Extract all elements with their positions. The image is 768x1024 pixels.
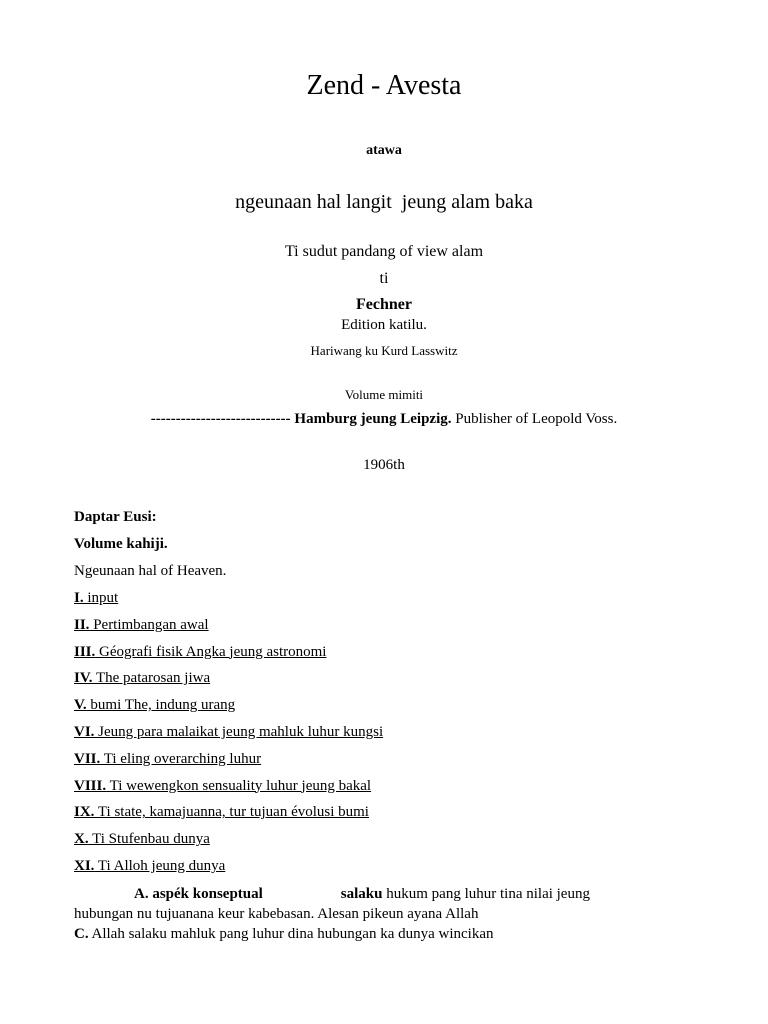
toc-item-label: Ti state, kamajuanna, tur tujuan évolusi bumi [94, 804, 369, 821]
toc-item-number: IX. [74, 804, 95, 821]
toc-item-label: Jeung para malaikat jeung mahluk luhur kungsi [94, 724, 384, 740]
publisher-line [0, 411, 768, 428]
salaku-word: salaku [340, 886, 383, 902]
toc-item-number: VIII. [74, 777, 107, 794]
toc-item-number: VI. [74, 724, 95, 740]
toc-item[interactable] [74, 697, 235, 714]
document-title: Zend - Avesta [306, 70, 462, 101]
toc-heading: Daptar Eusi: [74, 509, 157, 525]
body-paragraph [74, 884, 694, 944]
body-line-1-rest: hukum pang luhur tina nilai jeung [382, 886, 590, 902]
viewpoint-text: Ti sudut pandang of view alam [284, 243, 484, 260]
toc-item-number: X. [74, 831, 89, 848]
toc-item[interactable] [74, 670, 210, 687]
toc-item[interactable] [74, 831, 210, 848]
publish-place: Hamburg jeung Leipzig. [294, 411, 452, 427]
toc-item[interactable] [74, 617, 209, 634]
atawa-text: atawa [366, 143, 402, 158]
toc-item[interactable] [74, 751, 261, 768]
toc-item-label: Ti Alloh jeung dunya [94, 858, 226, 874]
toc-item-label: Ti wewengkon sensuality luhur jeung bakal [106, 777, 372, 794]
edition-text: Edition katilu. [341, 317, 427, 333]
toc-item[interactable] [74, 778, 371, 795]
publisher-name: Publisher of Leopold Voss. [451, 411, 618, 427]
c-label: C. [74, 926, 89, 942]
body-line-1 [74, 884, 694, 904]
toc-part-title: Ngeunaan hal of Heaven. [74, 563, 227, 579]
toc-item-label: Ti eling overarching luhur [100, 750, 262, 767]
body-line-2: hubungan nu tujuanana keur kabebasan. Alesan pikeun ayana Allah [74, 906, 479, 922]
aspect-label: A. aspék konseptual [134, 886, 263, 902]
toc-item-number: V. [74, 697, 87, 714]
toc-item-label: input [83, 590, 119, 606]
editor-text: Hariwang ku Kurd Lasswitz [310, 343, 458, 358]
toc-volume-heading: Volume kahiji. [74, 536, 168, 552]
toc-item-label: Géografi fisik Angka jeung astronomi [95, 643, 327, 660]
toc-item[interactable] [74, 590, 118, 607]
dash-rule: ---------------------------- [150, 411, 291, 427]
author-name: Fechner [356, 296, 412, 313]
ti-text: ti [379, 270, 389, 287]
toc-item-label: Ti Stufenbau dunya [88, 831, 210, 848]
document-subtitle: ngeunaan hal langit jeung alam baka [235, 191, 533, 213]
toc-item-number: II. [74, 616, 90, 633]
toc-item-number: VII. [74, 750, 101, 767]
toc-item-label: bumi The, indung urang [86, 697, 236, 714]
toc-item[interactable] [74, 858, 225, 875]
toc-item-label: Pertimbangan awal [89, 616, 209, 633]
publication-year: 1906th [363, 457, 405, 473]
toc-item-number: I. [74, 590, 84, 606]
body-line-3 [74, 924, 694, 944]
toc-item[interactable] [74, 644, 326, 661]
body-line-3-rest: Allah salaku mahluk pang luhur dina hubungan ka dunya wincikan [88, 926, 494, 942]
toc-item-number: IV. [74, 670, 93, 687]
toc-item[interactable] [74, 724, 383, 741]
volume-text: Volume mimiti [344, 387, 424, 402]
toc-item[interactable] [74, 804, 369, 821]
toc-item-number: III. [74, 643, 96, 660]
toc-item-number: XI. [74, 858, 95, 874]
toc-item-label: The patarosan jiwa [92, 670, 211, 687]
